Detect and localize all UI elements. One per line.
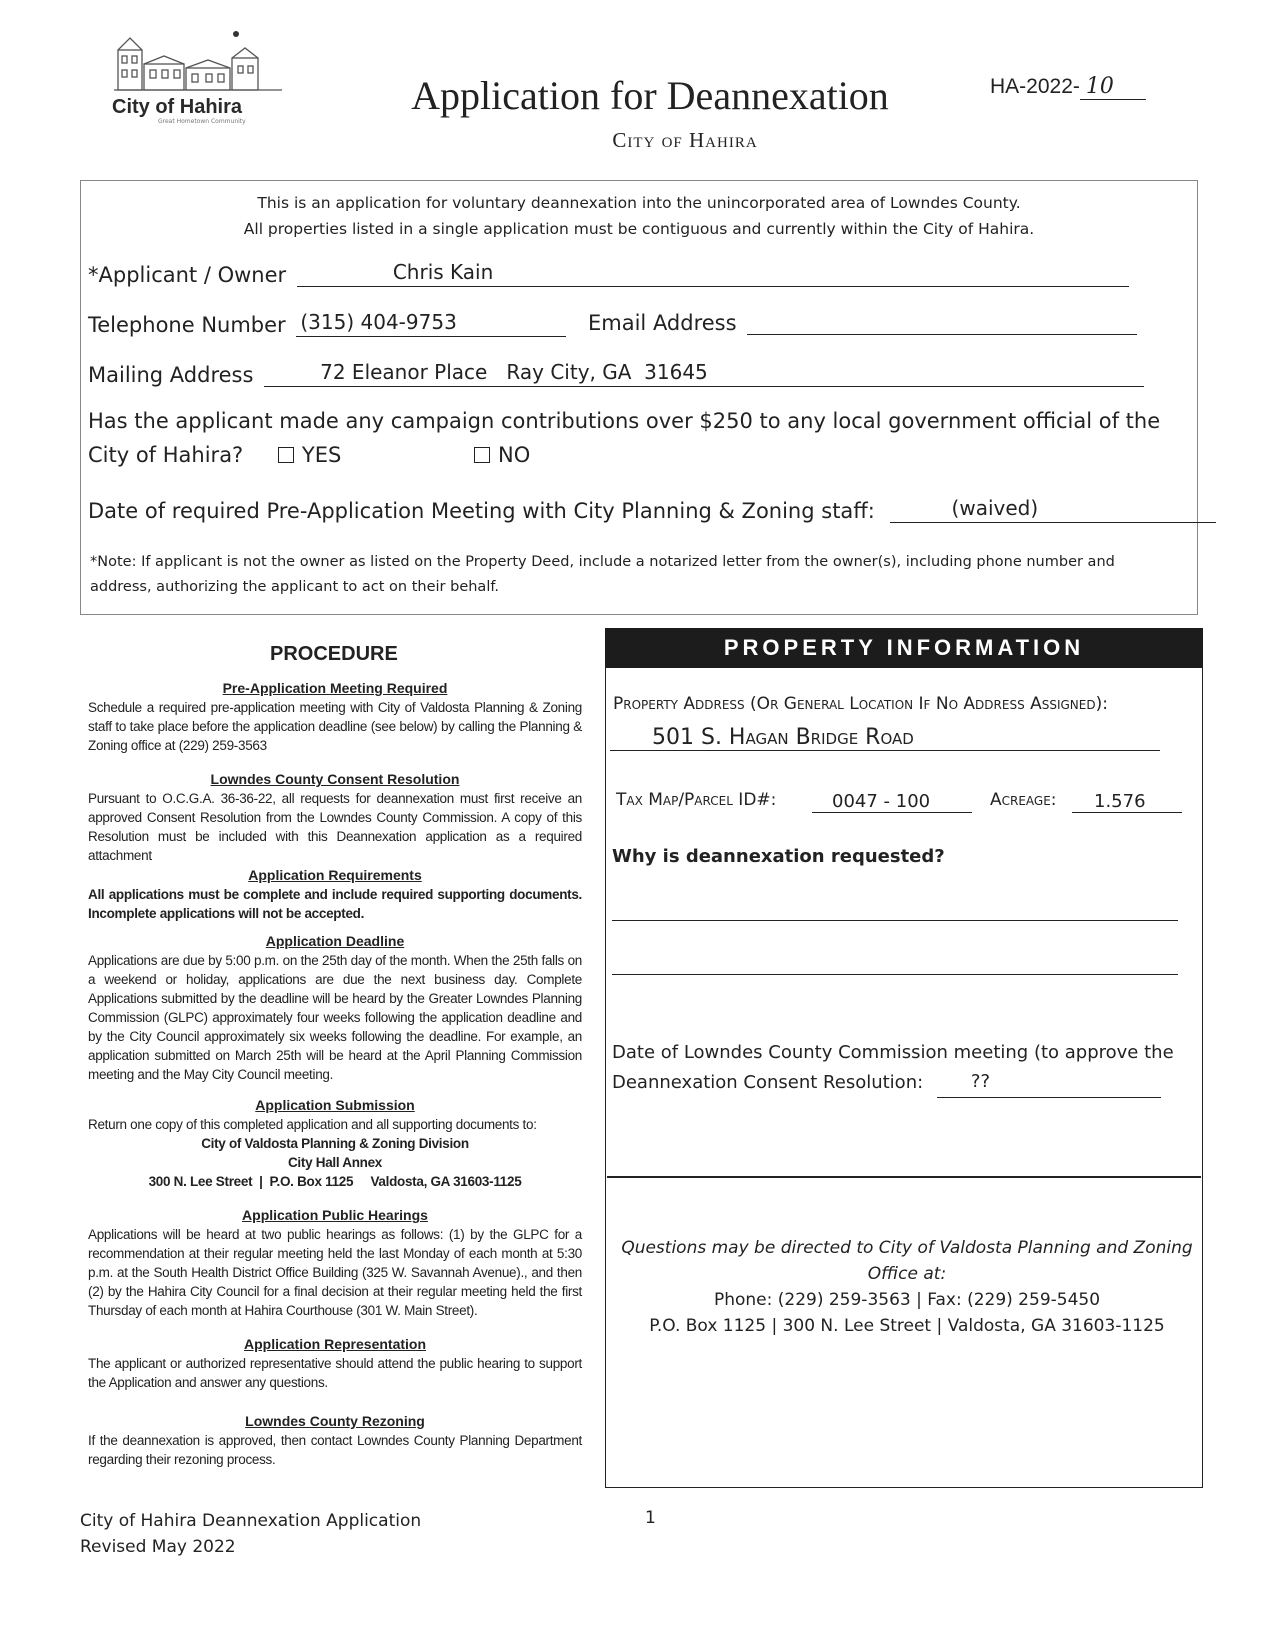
acreage-field[interactable]: 1.576 xyxy=(1072,788,1182,813)
mailing-label: Mailing Address xyxy=(88,363,254,387)
procedure-deadline: Application Deadline Applications are due by 5:00 p.m. on the 25th day of the month. When the 25th falls on a weekend or holiday, applications are due the next business day. Complete Applications submitted by the deadline will be heard by the Greater Lowndes Planning Commission (GLPC) approximately four weeks following the application deadline and by the City Council approximately six weeks following the deadline. For example, an application submitted on March 25th will be heard at the April Planning Commission meeting and the May City Council meeting. xyxy=(88,933,582,1082)
no-checkbox[interactable] xyxy=(474,447,490,463)
logo-text: City of Hahira xyxy=(112,96,243,118)
phone-label: Telephone Number xyxy=(88,313,286,337)
parcel-label: Tax Map/Parcel ID#: xyxy=(616,790,777,810)
phone-row xyxy=(88,308,566,337)
mailing-row xyxy=(88,358,1144,387)
premeeting-row xyxy=(88,494,1216,523)
property-address-field[interactable]: 501 S. Hagan Bridge Road xyxy=(610,722,1160,751)
page-subtitle: City of Hahira xyxy=(612,128,758,152)
application-number: HA-2022- 10 xyxy=(990,74,1146,100)
procedure-title: PROCEDURE xyxy=(270,643,398,665)
page-number: 1 xyxy=(645,1508,656,1528)
owner-row xyxy=(88,258,1129,287)
email-label: Email Address xyxy=(588,311,737,335)
procedure-preapp: Pre-Application Meeting Required Schedule a required pre-application meeting with City of Valdosta Planning & Zoning staff to take place before the application deadline (see below) by calling the Planning & Zoning office at (229) 259-3563 xyxy=(88,680,582,753)
yes-checkbox[interactable] xyxy=(278,447,294,463)
procedure-hearings: Application Public Hearings Applications will be heard at two public hearings as follows: (1) by the GLPC for a recommendation at their regular meeting held the last Monday of each month at 5:30 p.m. at the South Health District Office Building (325 W. Savannah Avenue)., and then (2) by the Hahira City Council for a final decision at their regular meeting held the first Thursday of each month at Hahira Courthouse (301 W. Main Street). xyxy=(88,1207,582,1318)
why-line-2[interactable] xyxy=(612,954,1178,975)
acreage-label: Acreage: xyxy=(990,790,1057,810)
why-line-1[interactable] xyxy=(612,900,1178,921)
procedure-consent: Lowndes County Consent Resolution Pursuant to O.C.G.A. 36-36-22, all requests for deannexation must first receive an approved Consent Resolution from the Lowndes County Commission. A copy of this Resolution must be included with this Deannexation application as a required attachment xyxy=(88,771,582,863)
premeeting-label: Date of required Pre-Application Meeting with City Planning & Zoning staff: xyxy=(88,499,875,523)
why-label: Why is deannexation requested? xyxy=(612,846,945,867)
commission-meeting: Date of Lowndes County Commission meeting (to approve the Deannexation Consent Resolution: ?? xyxy=(612,1038,1174,1098)
logo-tagline: Great Hometown Community xyxy=(158,118,246,125)
procedure-requirements: Application Requirements All applications must be complete and include required supporting documents. Incomplete applications will not be accepted. xyxy=(88,867,582,921)
property-address-label: Property Address (Or General Location If No Address Assigned): xyxy=(613,694,1108,714)
footer: City of Hahira Deannexation Application Revised May 2022 xyxy=(80,1511,422,1557)
parcel-field[interactable]: 0047 - 100 xyxy=(812,788,972,813)
email-field[interactable] xyxy=(747,306,1137,335)
yes-option[interactable]: YES xyxy=(278,443,341,467)
contributions-question: Has the applicant made any campaign contributions over $250 to any local government official of the City of Hahira? YES NO xyxy=(88,409,1161,467)
owner-field[interactable]: Chris Kain xyxy=(297,258,1129,287)
mailing-field[interactable]: 72 Eleanor Place Ray City, GA 31645 xyxy=(264,358,1144,387)
premeeting-field[interactable]: (waived) xyxy=(890,494,1216,523)
contact-info: Questions may be directed to City of Valdosta Planning and Zoning Office at: Phone: (229) 259-3563 | Fax: (229) 259-5450 P.O. Box 1125 | 300 N. Lee Street | Valdosta, GA 31603-1125 xyxy=(621,1238,1193,1336)
page-title: Application for Deannexation xyxy=(411,73,889,118)
email-row xyxy=(588,306,1137,335)
intro-text: This is an application for voluntary deannexation into the unincorporated area of Lowndes County. All properties listed in a single application must be contiguous and currently within the City of Hahira. xyxy=(243,194,1035,238)
procedure-submission: Application Submission Return one copy of this completed application and all supporting documents to: City of Valdosta Planning & Zoning Division City Hall Annex 300 N. Lee Street | P.O. Box 1125 Valdosta, GA 31603-1125 xyxy=(88,1097,537,1189)
divider xyxy=(607,1176,1201,1178)
no-option[interactable]: NO xyxy=(474,443,530,467)
commission-meeting-field[interactable]: ?? xyxy=(937,1073,1161,1098)
phone-field[interactable]: (315) 404-9753 xyxy=(296,308,566,337)
procedure-rezoning: Lowndes County Rezoning If the deannexation is approved, then contact Lowndes County Planning Department regarding their rezoning process. xyxy=(88,1413,582,1467)
owner-label: *Applicant / Owner xyxy=(88,263,287,287)
owner-note: *Note: If applicant is not the owner as listed on the Property Deed, include a notarized letter from the owner(s), including phone number and address, authorizing the applicant to act on their behalf. xyxy=(90,554,1115,595)
application-number-handwritten[interactable]: 10 xyxy=(1080,74,1146,100)
property-header: PROPERTY INFORMATION xyxy=(605,628,1203,668)
procedure-representation: Application Representation The applicant or authorized representative should attend the public hearing to support the Application and answer any questions. xyxy=(88,1336,582,1390)
